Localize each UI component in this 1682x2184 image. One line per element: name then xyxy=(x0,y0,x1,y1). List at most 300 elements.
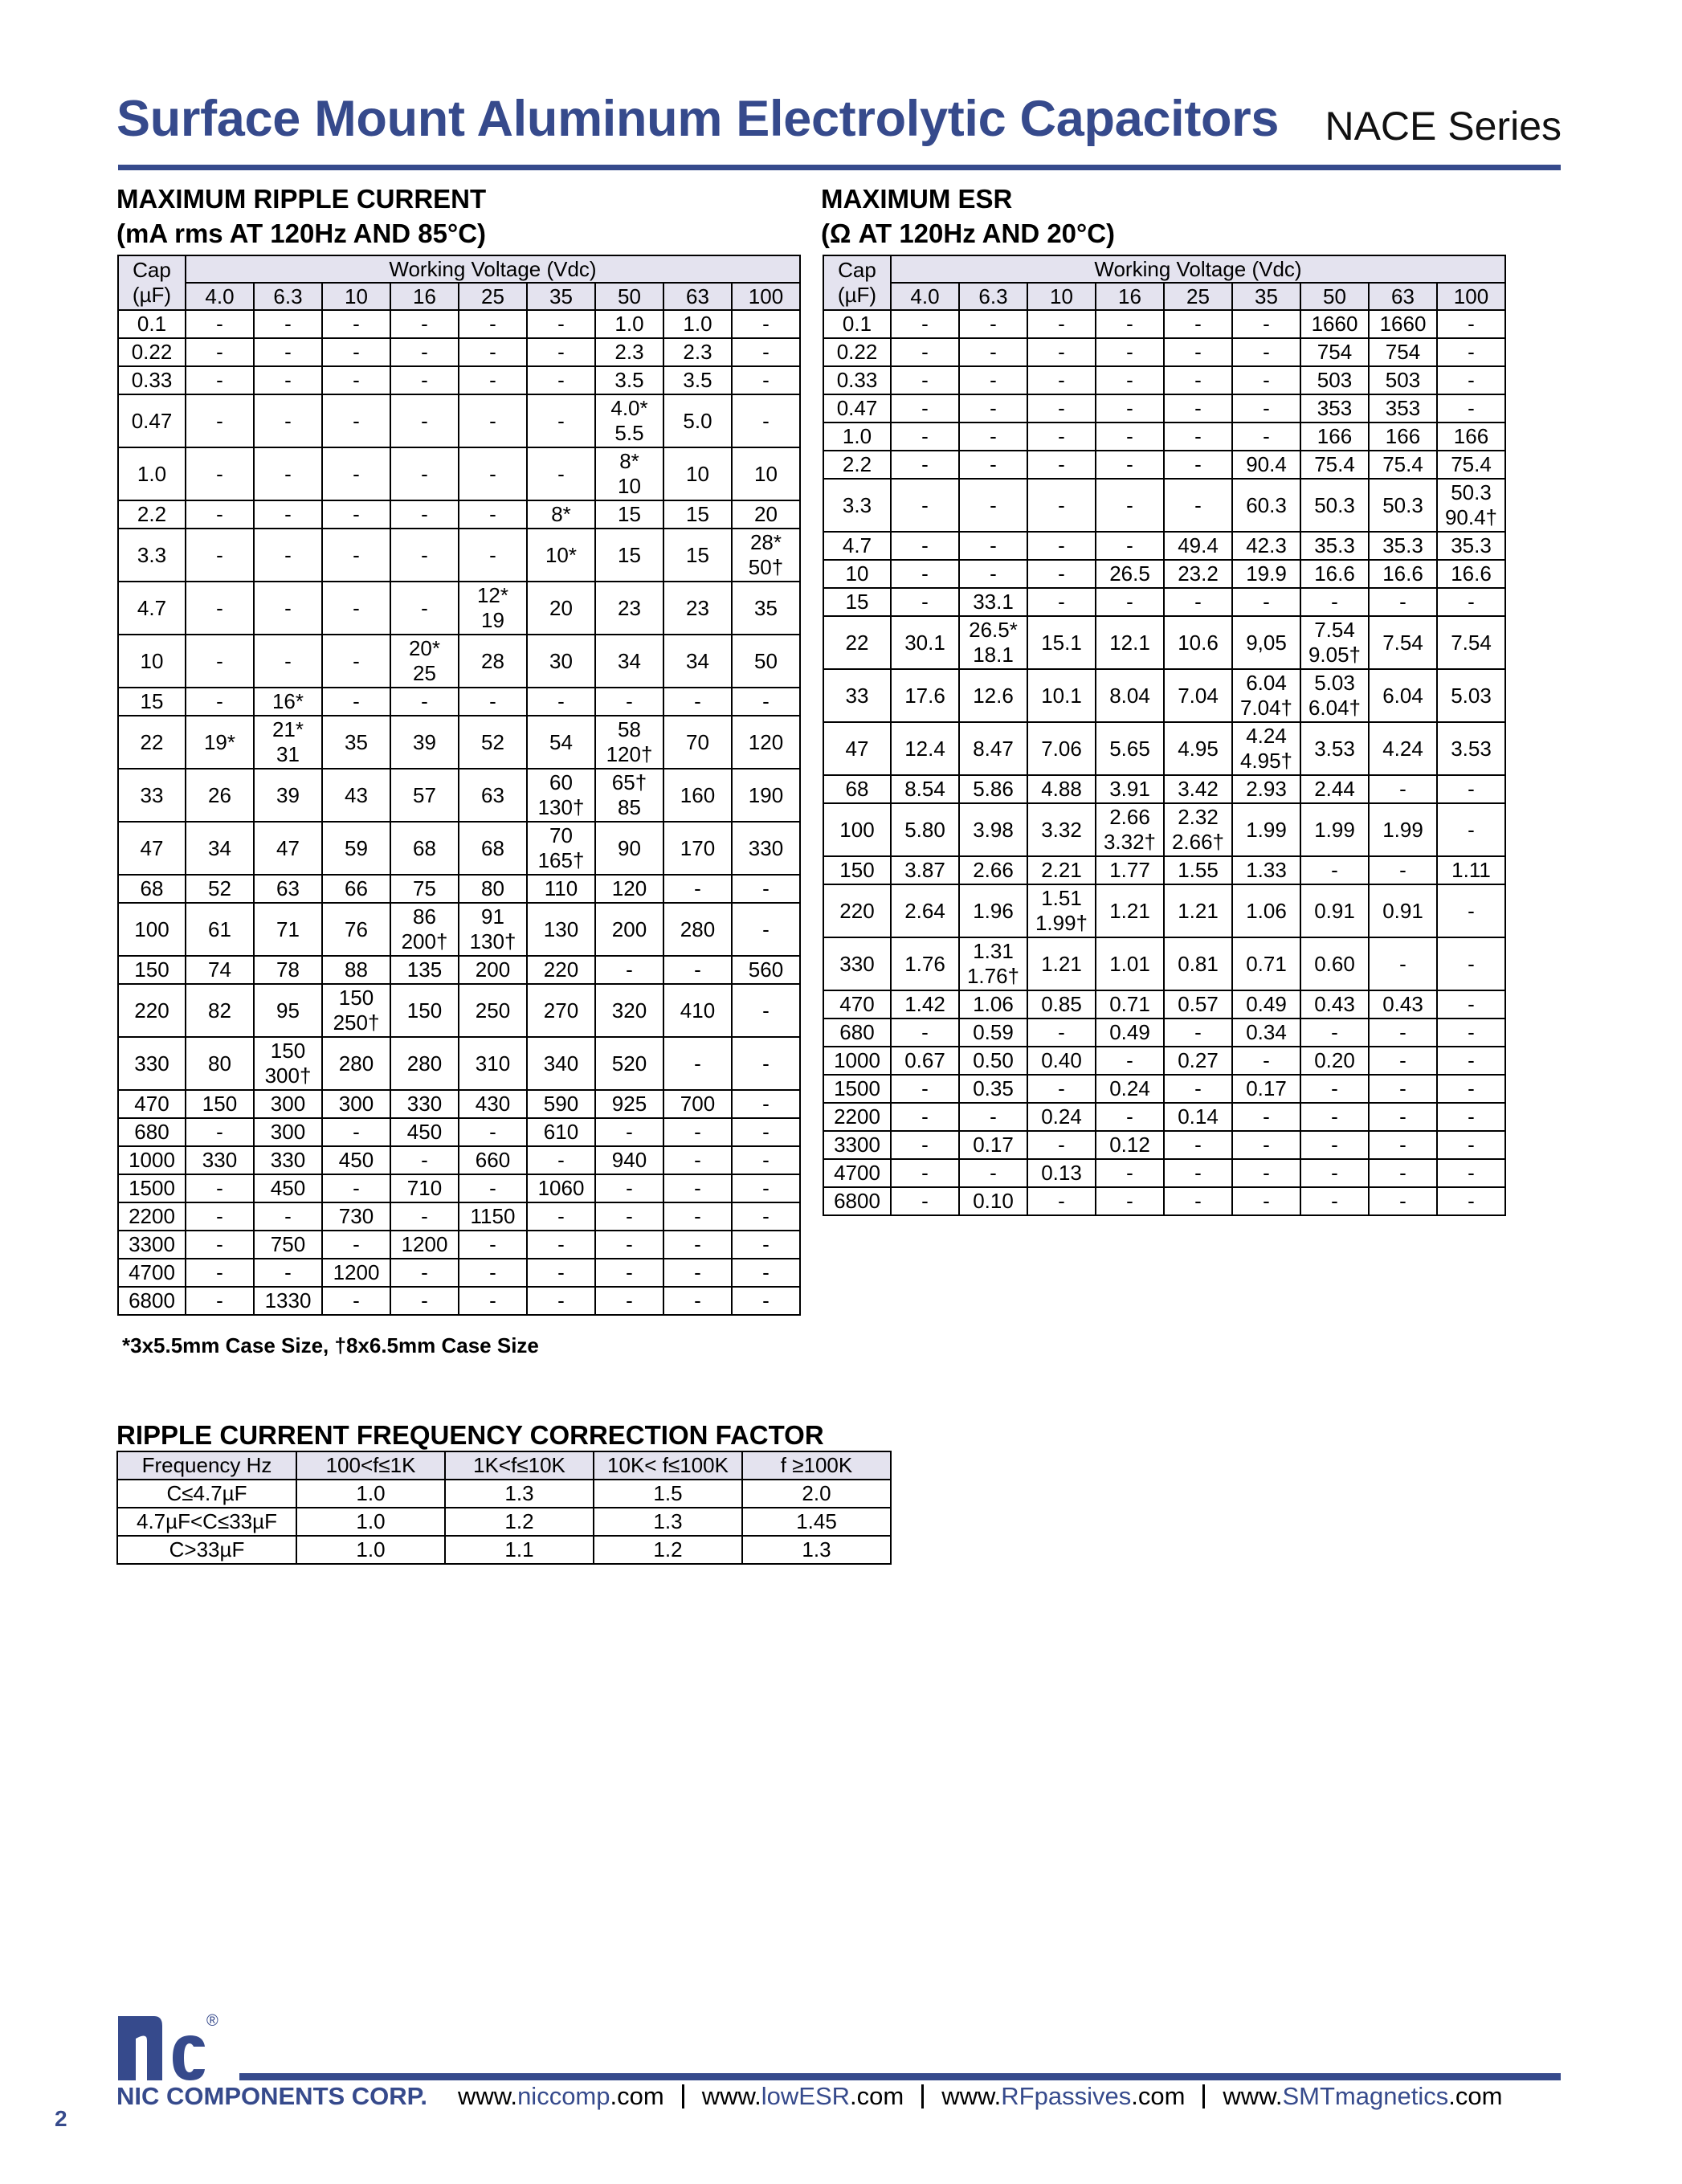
value-cell: - xyxy=(663,1174,732,1202)
value-cell: - xyxy=(1369,1159,1437,1187)
value-cell: - xyxy=(1300,856,1369,884)
value-cell: - xyxy=(1232,1159,1300,1187)
value-cell: 39 xyxy=(254,769,322,822)
value-cell: - xyxy=(390,366,459,394)
value-cell: - xyxy=(1437,990,1505,1019)
value-cell: - xyxy=(390,582,459,635)
value-cell: - xyxy=(891,532,959,560)
value-cell: 1.0 xyxy=(663,310,732,338)
value-cell: 1.42 xyxy=(891,990,959,1019)
esr-table xyxy=(823,255,1506,1216)
value-cell: - xyxy=(459,394,527,447)
cap-cell: 2.2 xyxy=(823,451,891,479)
value-cell: 1150 xyxy=(459,1202,527,1231)
value-cell: 1060 xyxy=(527,1174,595,1202)
value-cell: - xyxy=(1437,1103,1505,1131)
value-cell: - xyxy=(390,1259,459,1287)
value-cell: 166 xyxy=(1369,423,1437,451)
value-cell: - xyxy=(595,1118,663,1146)
value-cell: 0.67 xyxy=(891,1047,959,1075)
value-cell: 1.51 1.99† xyxy=(1027,884,1096,937)
cap-cell: 47 xyxy=(823,722,891,775)
value-cell: 280 xyxy=(663,903,732,956)
value-cell: 1.21 xyxy=(1027,937,1096,990)
value-cell: - xyxy=(254,394,322,447)
value-cell: - xyxy=(959,451,1027,479)
value-cell: 5.80 xyxy=(891,803,959,856)
value-cell: 3.5 xyxy=(663,366,732,394)
header-row xyxy=(117,1451,891,1480)
value-cell: 2.66 xyxy=(959,856,1027,884)
value-cell: 1.3 xyxy=(742,1536,891,1564)
table-row xyxy=(823,451,1505,479)
value-cell: - xyxy=(1164,1075,1232,1103)
value-cell: 28* 50† xyxy=(732,529,800,582)
value-cell: - xyxy=(390,688,459,716)
column-header: f ≥100K xyxy=(742,1451,891,1480)
value-cell: 300 xyxy=(322,1090,390,1118)
value-cell: 1.11 xyxy=(1437,856,1505,884)
value-cell: 1330 xyxy=(254,1287,322,1315)
value-cell: 0.13 xyxy=(1027,1159,1096,1187)
value-cell: - xyxy=(959,1159,1027,1187)
ripple-current-table xyxy=(117,255,801,1316)
value-cell: - xyxy=(1096,310,1164,338)
value-cell: - xyxy=(1232,338,1300,366)
value-cell: - xyxy=(1437,884,1505,937)
value-cell: 1.0 xyxy=(296,1480,445,1508)
value-cell: 2.21 xyxy=(1027,856,1096,884)
value-cell: 35.3 xyxy=(1437,532,1505,560)
value-cell: 15 xyxy=(595,500,663,529)
value-cell: 4.95 xyxy=(1164,722,1232,775)
value-cell: 70 xyxy=(663,716,732,769)
voltage-header: 50 xyxy=(595,283,663,310)
value-cell: 26.5* 18.1 xyxy=(959,616,1027,669)
value-cell: 2.44 xyxy=(1300,775,1369,803)
value-cell: 10 xyxy=(663,447,732,500)
value-cell: - xyxy=(1096,451,1164,479)
value-cell: 16.6 xyxy=(1369,560,1437,588)
value-cell: 353 xyxy=(1300,394,1369,423)
value-cell: 166 xyxy=(1437,423,1505,451)
value-cell: - xyxy=(1300,588,1369,616)
table-row xyxy=(118,875,800,903)
value-cell: 76 xyxy=(322,903,390,956)
value-cell: 21* 31 xyxy=(254,716,322,769)
value-cell: 16* xyxy=(254,688,322,716)
value-cell: 0.71 xyxy=(1096,990,1164,1019)
value-cell: 3.53 xyxy=(1437,722,1505,775)
value-cell: - xyxy=(322,635,390,688)
value-cell: 71 xyxy=(254,903,322,956)
correction-factor-table xyxy=(116,1451,892,1565)
value-cell: - xyxy=(732,1146,800,1174)
value-cell: - xyxy=(1369,1131,1437,1159)
table-row xyxy=(118,688,800,716)
value-cell: - xyxy=(595,1231,663,1259)
value-cell: 1200 xyxy=(390,1231,459,1259)
value-cell: - xyxy=(322,500,390,529)
value-cell: - xyxy=(322,529,390,582)
value-cell: 170 xyxy=(663,822,732,875)
value-cell: - xyxy=(663,875,732,903)
value-cell: - xyxy=(254,500,322,529)
value-cell: 1.3 xyxy=(445,1480,594,1508)
column-header: 10K< f≤100K xyxy=(594,1451,742,1480)
value-cell: 3.53 xyxy=(1300,722,1369,775)
value-cell: - xyxy=(1164,1159,1232,1187)
value-cell: 560 xyxy=(732,956,800,984)
table-row xyxy=(823,1131,1505,1159)
value-cell: - xyxy=(254,310,322,338)
value-cell: - xyxy=(732,1231,800,1259)
header-row xyxy=(118,255,800,283)
value-cell: 12.1 xyxy=(1096,616,1164,669)
value-cell: - xyxy=(732,1174,800,1202)
value-cell: - xyxy=(1369,1019,1437,1047)
value-cell: - xyxy=(1164,1131,1232,1159)
value-cell: - xyxy=(1437,803,1505,856)
voltage-header-row xyxy=(823,283,1505,310)
table-row xyxy=(823,1019,1505,1047)
value-cell: - xyxy=(1369,1047,1437,1075)
value-cell: - xyxy=(732,875,800,903)
value-cell: - xyxy=(732,338,800,366)
value-cell: 320 xyxy=(595,984,663,1037)
value-cell: - xyxy=(1164,366,1232,394)
voltage-header: 4.0 xyxy=(186,283,254,310)
table-row xyxy=(823,1047,1505,1075)
value-cell: 1.76 xyxy=(891,937,959,990)
value-cell: - xyxy=(390,447,459,500)
value-cell: 63 xyxy=(254,875,322,903)
value-cell: - xyxy=(891,451,959,479)
value-cell: - xyxy=(1437,1159,1505,1187)
value-cell: 80 xyxy=(186,1037,254,1090)
value-cell: - xyxy=(732,394,800,447)
value-cell: 23 xyxy=(663,582,732,635)
value-cell: 5.03 6.04† xyxy=(1300,669,1369,722)
value-cell: 59 xyxy=(322,822,390,875)
value-cell: 7.54 xyxy=(1437,616,1505,669)
value-cell: 10* xyxy=(527,529,595,582)
value-cell: - xyxy=(1164,1187,1232,1215)
table-row xyxy=(118,500,800,529)
table-row xyxy=(118,1231,800,1259)
value-cell: 3.42 xyxy=(1164,775,1232,803)
table-row xyxy=(118,1090,800,1118)
value-cell: - xyxy=(390,338,459,366)
table-row xyxy=(823,775,1505,803)
value-cell: 700 xyxy=(663,1090,732,1118)
value-cell: 3.32 xyxy=(1027,803,1096,856)
value-cell: - xyxy=(459,1118,527,1146)
cap-cell: 100 xyxy=(823,803,891,856)
value-cell: 1660 xyxy=(1369,310,1437,338)
ripple-heading-line1: MAXIMUM RIPPLE CURRENT xyxy=(116,184,487,214)
cap-header: Cap (µF) xyxy=(823,255,891,310)
value-cell: 15 xyxy=(663,529,732,582)
table-row xyxy=(823,1159,1505,1187)
cap-cell: 150 xyxy=(823,856,891,884)
table-row xyxy=(118,984,800,1037)
value-cell: - xyxy=(186,1231,254,1259)
value-cell: - xyxy=(1300,1019,1369,1047)
value-cell: 2.93 xyxy=(1232,775,1300,803)
table-row xyxy=(118,1202,800,1231)
value-cell: 60.3 xyxy=(1232,479,1300,532)
table-row xyxy=(118,1146,800,1174)
value-cell: 2.3 xyxy=(595,338,663,366)
value-cell: 10 xyxy=(732,447,800,500)
value-cell: - xyxy=(390,1287,459,1315)
value-cell: - xyxy=(959,423,1027,451)
value-cell: - xyxy=(732,1202,800,1231)
value-cell: 200 xyxy=(459,956,527,984)
value-cell: 0.43 xyxy=(1300,990,1369,1019)
value-cell: 4.24 xyxy=(1369,722,1437,775)
value-cell: 1200 xyxy=(322,1259,390,1287)
value-cell: - xyxy=(1027,366,1096,394)
cap-cell: 6800 xyxy=(118,1287,186,1315)
value-cell: - xyxy=(254,635,322,688)
value-cell: 3.5 xyxy=(595,366,663,394)
value-cell: 1.06 xyxy=(959,990,1027,1019)
value-cell: - xyxy=(1096,394,1164,423)
voltage-header: 100 xyxy=(732,283,800,310)
value-cell: 0.34 xyxy=(1232,1019,1300,1047)
value-cell: - xyxy=(459,447,527,500)
value-cell: - xyxy=(1027,1131,1096,1159)
value-cell: 75 xyxy=(390,875,459,903)
value-cell: - xyxy=(732,903,800,956)
value-cell: - xyxy=(1027,338,1096,366)
table-row xyxy=(823,423,1505,451)
value-cell: 1.33 xyxy=(1232,856,1300,884)
cap-cell: 220 xyxy=(118,984,186,1037)
value-cell: - xyxy=(186,688,254,716)
voltage-header: 35 xyxy=(527,283,595,310)
value-cell: - xyxy=(732,366,800,394)
value-cell: 0.57 xyxy=(1164,990,1232,1019)
nic-logo xyxy=(118,2008,231,2082)
table-row xyxy=(118,635,800,688)
value-cell: 410 xyxy=(663,984,732,1037)
table-row xyxy=(118,716,800,769)
value-cell: - xyxy=(1027,560,1096,588)
value-cell: 34 xyxy=(595,635,663,688)
voltage-header: 6.3 xyxy=(959,283,1027,310)
value-cell: 5.86 xyxy=(959,775,1027,803)
link-separator xyxy=(921,2084,924,2108)
value-cell: - xyxy=(1164,1019,1232,1047)
working-voltage-header: Working Voltage (Vdc) xyxy=(891,255,1505,283)
value-cell: 7.54 xyxy=(1369,616,1437,669)
page-number: 2 xyxy=(55,2106,67,2131)
value-cell: - xyxy=(459,1259,527,1287)
value-cell: - xyxy=(959,479,1027,532)
value-cell: - xyxy=(663,1146,732,1174)
value-cell: - xyxy=(663,1287,732,1315)
value-cell: - xyxy=(186,394,254,447)
value-cell: 0.24 xyxy=(1027,1103,1096,1131)
voltage-header: 16 xyxy=(390,283,459,310)
link-niccomp[interactable]: www.niccomp.com xyxy=(457,2082,664,2110)
cap-cell: 0.33 xyxy=(823,366,891,394)
value-cell: - xyxy=(1437,775,1505,803)
value-cell: 190 xyxy=(732,769,800,822)
cap-cell: 330 xyxy=(118,1037,186,1090)
value-cell: 8.04 xyxy=(1096,669,1164,722)
value-cell: 160 xyxy=(663,769,732,822)
voltage-header-row xyxy=(118,283,800,310)
table-row xyxy=(117,1480,891,1508)
value-cell: - xyxy=(1027,451,1096,479)
value-cell: - xyxy=(663,1118,732,1146)
value-cell: 35.3 xyxy=(1369,532,1437,560)
value-cell: 1.21 xyxy=(1096,884,1164,937)
value-cell: - xyxy=(1232,588,1300,616)
table-row xyxy=(823,722,1505,775)
voltage-header: 63 xyxy=(1369,283,1437,310)
value-cell: - xyxy=(1096,1047,1164,1075)
link-smtmagnetics[interactable]: www.SMTmagnetics.com xyxy=(1223,2082,1503,2110)
value-cell: - xyxy=(891,1159,959,1187)
value-cell: - xyxy=(322,1118,390,1146)
title-divider xyxy=(118,165,1561,170)
value-cell: 49.4 xyxy=(1164,532,1232,560)
value-cell: 310 xyxy=(459,1037,527,1090)
value-cell: - xyxy=(1096,1187,1164,1215)
value-cell: 1.99 xyxy=(1300,803,1369,856)
esr-heading xyxy=(821,182,1115,251)
table-row xyxy=(823,560,1505,588)
table-row xyxy=(823,616,1505,669)
value-cell: - xyxy=(322,310,390,338)
value-cell: 250 xyxy=(459,984,527,1037)
cap-cell: 4700 xyxy=(823,1159,891,1187)
voltage-header: 25 xyxy=(459,283,527,310)
value-cell: 35.3 xyxy=(1300,532,1369,560)
value-cell: - xyxy=(732,688,800,716)
value-cell: - xyxy=(186,1287,254,1315)
table-row xyxy=(823,803,1505,856)
value-cell: 10.1 xyxy=(1027,669,1096,722)
value-cell: - xyxy=(254,447,322,500)
cap-cell: 1.0 xyxy=(118,447,186,500)
value-cell: - xyxy=(1369,937,1437,990)
value-cell: - xyxy=(1437,1131,1505,1159)
value-cell: 70 165† xyxy=(527,822,595,875)
cap-cell: 68 xyxy=(823,775,891,803)
value-cell: - xyxy=(891,394,959,423)
value-cell: 34 xyxy=(663,635,732,688)
value-cell: 1660 xyxy=(1300,310,1369,338)
value-cell: 20 xyxy=(527,582,595,635)
value-cell: - xyxy=(390,500,459,529)
cap-cell: 4.7 xyxy=(118,582,186,635)
value-cell: 503 xyxy=(1300,366,1369,394)
value-cell: - xyxy=(186,366,254,394)
value-cell: 2.3 xyxy=(663,338,732,366)
cap-cell: 2200 xyxy=(823,1103,891,1131)
value-cell: 1.3 xyxy=(594,1508,742,1536)
cap-cell: 0.22 xyxy=(118,338,186,366)
value-cell: - xyxy=(1096,479,1164,532)
value-cell: 166 xyxy=(1300,423,1369,451)
link-rfpassives[interactable]: www.RFpassives.com xyxy=(941,2082,1186,2110)
value-cell: - xyxy=(254,582,322,635)
value-cell: - xyxy=(1164,423,1232,451)
row-label: C≤4.7µF xyxy=(117,1480,296,1508)
value-cell: - xyxy=(390,1202,459,1231)
value-cell: 75.4 xyxy=(1300,451,1369,479)
value-cell: 8.47 xyxy=(959,722,1027,775)
cap-cell: 0.1 xyxy=(118,310,186,338)
value-cell: 340 xyxy=(527,1037,595,1090)
value-cell: 2.66 3.32† xyxy=(1096,803,1164,856)
link-lowesr[interactable]: www.lowESR.com xyxy=(701,2082,904,2110)
value-cell: - xyxy=(186,310,254,338)
table-row xyxy=(118,956,800,984)
value-cell: 0.81 xyxy=(1164,937,1232,990)
value-cell: 330 xyxy=(390,1090,459,1118)
value-cell: 1.06 xyxy=(1232,884,1300,937)
cap-cell: 2200 xyxy=(118,1202,186,1231)
value-cell: 0.50 xyxy=(959,1047,1027,1075)
value-cell: - xyxy=(663,1259,732,1287)
value-cell: 4.0* 5.5 xyxy=(595,394,663,447)
value-cell: 5.0 xyxy=(663,394,732,447)
value-cell: 1.0 xyxy=(296,1508,445,1536)
value-cell: - xyxy=(1027,423,1096,451)
value-cell: 1.1 xyxy=(445,1536,594,1564)
value-cell: 63 xyxy=(459,769,527,822)
value-cell: - xyxy=(186,338,254,366)
value-cell: - xyxy=(1369,775,1437,803)
table-row xyxy=(823,394,1505,423)
footer-divider xyxy=(239,2073,1561,2080)
value-cell: 95 xyxy=(254,984,322,1037)
value-cell: - xyxy=(527,338,595,366)
nic-logo-icon xyxy=(118,2008,231,2082)
cap-cell: 10 xyxy=(118,635,186,688)
value-cell: - xyxy=(254,529,322,582)
cap-cell: 3300 xyxy=(118,1231,186,1259)
value-cell: 80 xyxy=(459,875,527,903)
value-cell: - xyxy=(1232,366,1300,394)
value-cell: 61 xyxy=(186,903,254,956)
cap-cell: 4700 xyxy=(118,1259,186,1287)
value-cell: 52 xyxy=(459,716,527,769)
value-cell: - xyxy=(254,1259,322,1287)
value-cell: 50.3 90.4† xyxy=(1437,479,1505,532)
value-cell: - xyxy=(186,1118,254,1146)
value-cell: 330 xyxy=(732,822,800,875)
cap-cell: 1500 xyxy=(118,1174,186,1202)
value-cell: - xyxy=(459,1231,527,1259)
voltage-header: 10 xyxy=(1027,283,1096,310)
value-cell: 12.6 xyxy=(959,669,1027,722)
cap-cell: 4.7 xyxy=(823,532,891,560)
value-cell: - xyxy=(390,1146,459,1174)
value-cell: 68 xyxy=(459,822,527,875)
table-row xyxy=(823,338,1505,366)
value-cell: 220 xyxy=(527,956,595,984)
value-cell: 78 xyxy=(254,956,322,984)
value-cell: - xyxy=(1164,310,1232,338)
